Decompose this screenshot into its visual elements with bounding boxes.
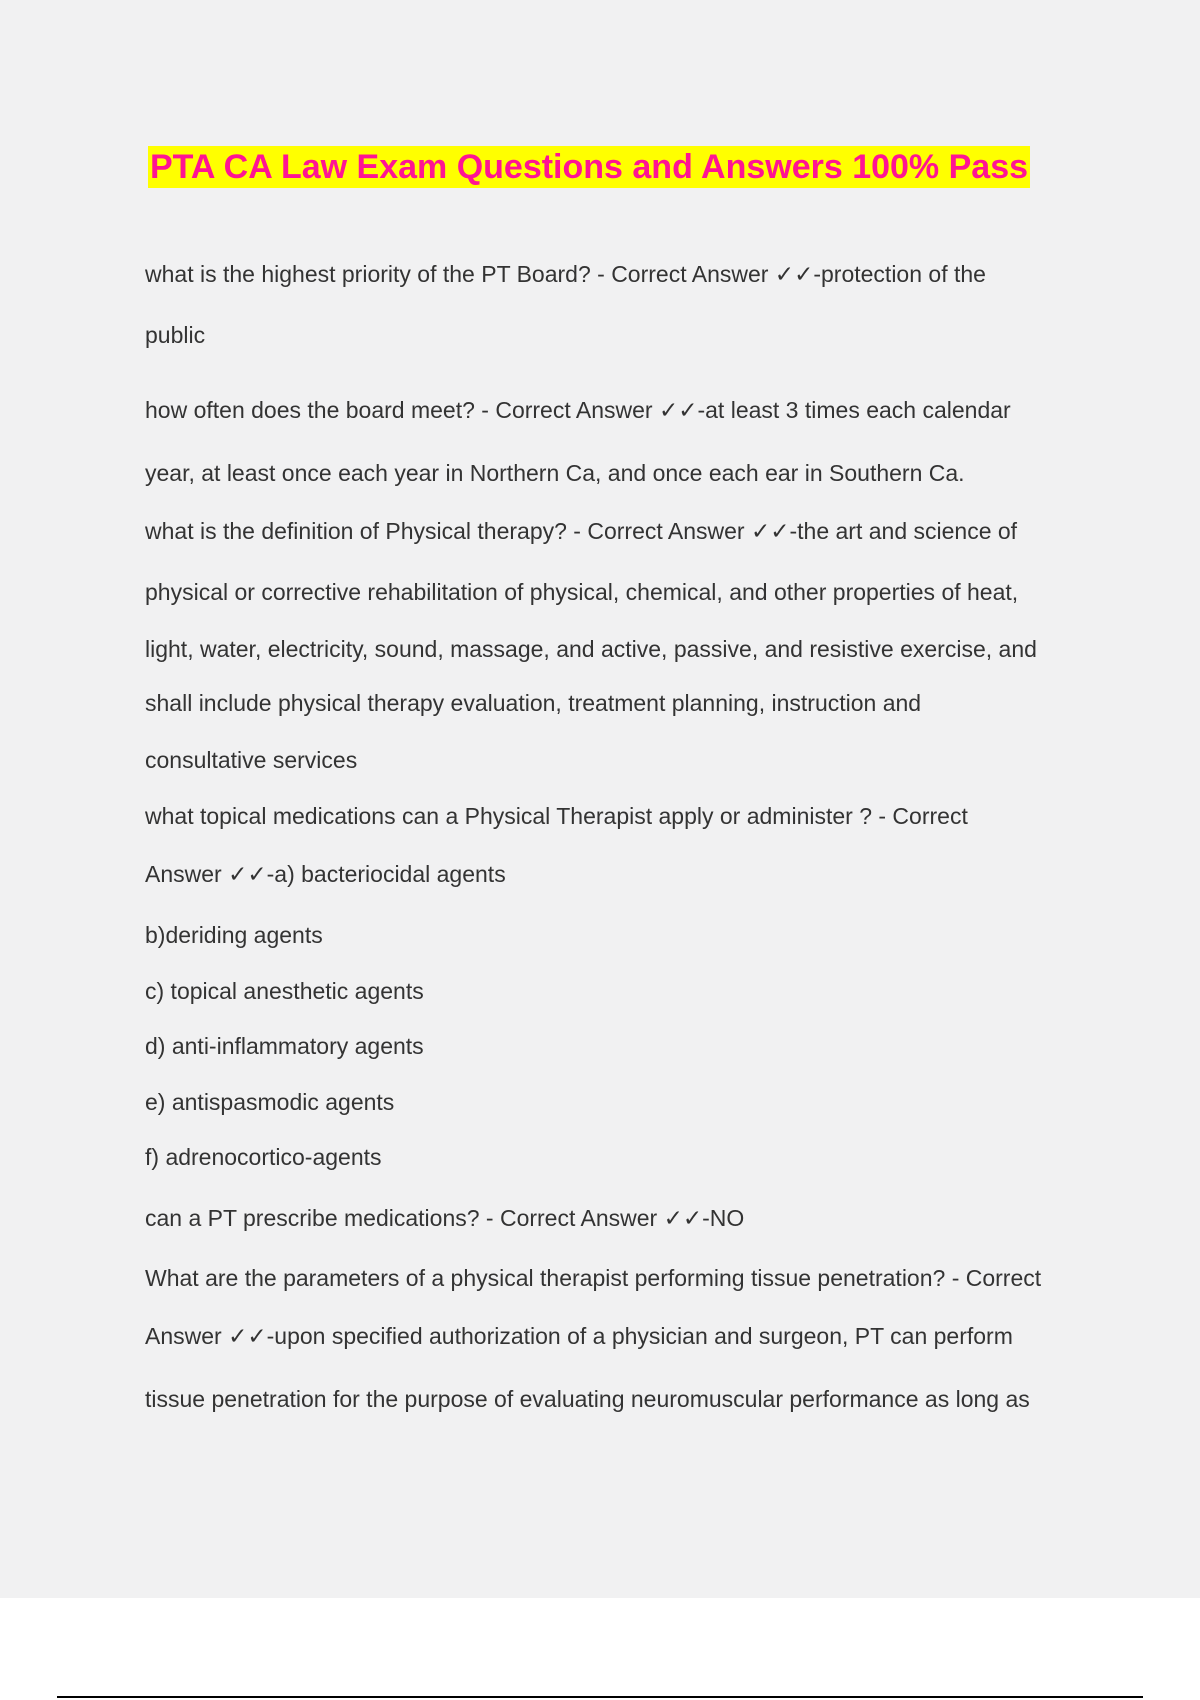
text-line: physical or corrective rehabilitation of physical, chemical, and other properties of heat,: [145, 579, 1019, 605]
page-footer-divider: [57, 1696, 1143, 1698]
text-line: year, at least once each year in Northern Ca, and once each ear in Southern Ca.: [145, 460, 965, 486]
text-line: public: [145, 322, 206, 348]
text-line: consultative services: [145, 747, 358, 773]
text-line: d) anti-inflammatory agents: [145, 1033, 424, 1059]
text-line: c) topical anesthetic agents: [145, 978, 424, 1004]
text-line: how often does the board meet? - Correct Answer ✓✓-at least 3 times each calendar: [145, 397, 1011, 423]
text-line: light, water, electricity, sound, massage, and active, passive, and resistive exercise, and: [145, 636, 1037, 662]
text-line: b)deriding agents: [145, 922, 323, 948]
text-line: what is the definition of Physical therapy? - Correct Answer ✓✓-the art and science of: [145, 518, 1018, 544]
text-line: f) adrenocortico-agents: [145, 1144, 382, 1170]
text-line: shall include physical therapy evaluation, treatment planning, instruction and: [145, 690, 922, 716]
text-line: what is the highest priority of the PT Board? - Correct Answer ✓✓-protection of the: [145, 261, 986, 287]
text-line: Answer ✓✓-a) bacteriocidal agents: [145, 861, 506, 887]
text-line: can a PT prescribe medications? - Correct Answer ✓✓-NO: [145, 1205, 745, 1231]
text-line: what topical medications can a Physical Therapist apply or administer ? - Correct: [145, 803, 968, 829]
title-block: [148, 146, 1030, 188]
text-line: What are the parameters of a physical therapist performing tissue penetration? - Correct: [145, 1265, 1042, 1291]
text-line: e) antispasmodic agents: [145, 1089, 395, 1115]
text-line: Answer ✓✓-upon specified authorization of a physician and surgeon, PT can perform: [145, 1323, 1013, 1349]
text-line: tissue penetration for the purpose of evaluating neuromuscular performance as long as: [145, 1386, 1030, 1412]
document-title: PTA CA Law Exam Questions and Answers 100% Pass: [150, 148, 1029, 186]
